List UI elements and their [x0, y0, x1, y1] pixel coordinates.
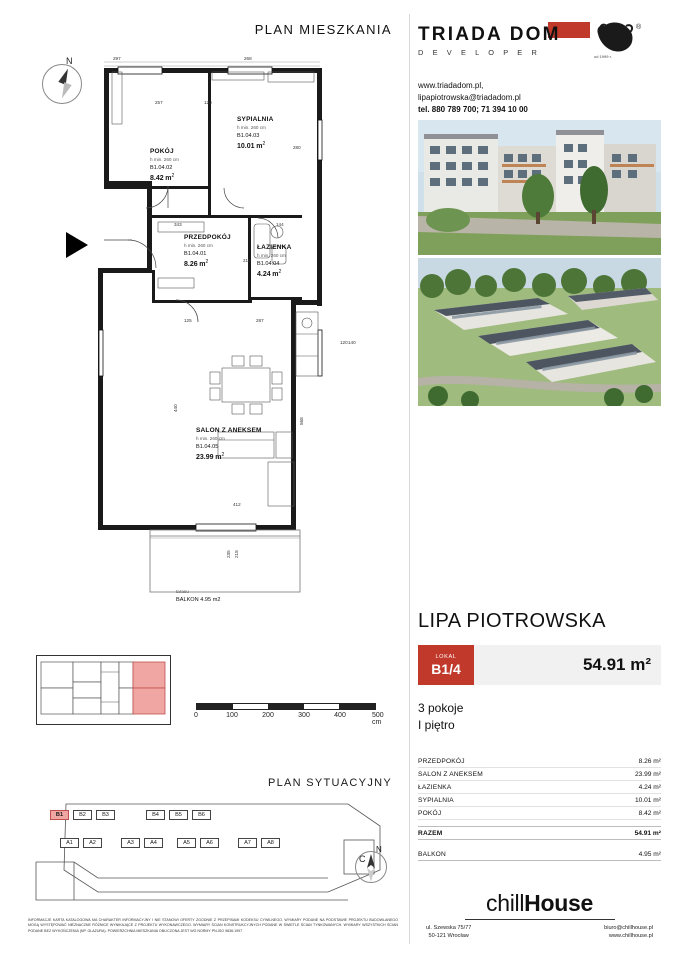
scale-tick: 400 — [334, 712, 346, 719]
site-unit-a4[interactable]: A4 — [144, 838, 163, 848]
logo-registered-mark: ® — [636, 24, 642, 31]
dimension-text: 568 — [299, 417, 304, 425]
area-value: 8.26 m² — [638, 758, 661, 765]
keyplan-diagram — [36, 655, 171, 725]
chillhouse-brand — [418, 890, 661, 917]
dimension-text: 120 — [204, 100, 212, 105]
dimension-text: 235 — [226, 550, 231, 558]
dimension-text: 440 — [173, 404, 178, 412]
dimension-text: 268 — [244, 56, 252, 61]
column-divider — [409, 14, 410, 944]
unit-badge-label: LOKAL — [435, 653, 457, 660]
footer-address-line1: ul. Szewska 75/77 — [426, 925, 472, 931]
site-unit-a3[interactable]: A3 — [121, 838, 140, 848]
site-plan — [28, 800, 398, 910]
scale-tick: 0 — [194, 712, 198, 719]
site-unit-b2[interactable]: B2 — [73, 810, 92, 820]
dimension-text: 120 — [340, 340, 348, 345]
area-name: SALON Z ANEKSEM — [418, 771, 483, 778]
room-label-salon: SALON Z ANEKSEM h min. 260 cm B1.04.05 23.99 $m^2$ — [196, 427, 262, 461]
site-unit-a6[interactable]: A6 — [200, 838, 219, 848]
floorplan-svg — [0, 0, 410, 620]
table-row-balcony — [418, 848, 661, 861]
logo-title: TRIADA DOM — [418, 24, 561, 45]
site-unit-b1[interactable]: B1 — [50, 810, 69, 820]
dimension-text: 144 — [276, 222, 284, 227]
dimension-text: 343 — [174, 222, 182, 227]
area-name: SYPIALNIA — [418, 797, 454, 804]
dimension-text: 257 — [155, 100, 163, 105]
unit-total-area: 54.91 m² — [582, 655, 651, 674]
disclaimer-text: INFORMACJE KARTA KATALOGOWA MA CHARAKTER INFORMACYJNY I NIE STANOWI OFERTY ZGODNIE Z PRZEPISAMI KODEKSU CYWILNEGO. WYMIARY PODANE NA PODSTAWIE PROJEKTU BUDOWLANEGO MOGĄ WYSTĘPOWAĆ NIEZNACZNE RÓŻNICE WYNIKAJĄCE Z PROJEKTU WYKONAWCZEGO. WYMIARY ŚCIAN KONSTRUKCYJNYCH PODANE W ŚWIETLE ŚCIAN TYNKOWANYCH. WYMIARY WSZYSTKICH ŚCIAN PODANE BEZ WYKOŃCZENIA (NP. GLAZURA). POWIERZCHNIA MIESZKANIA OBLICZONA JEST WG NORMY PN-ISO 9836:1997 — [28, 918, 398, 933]
contact-block — [418, 80, 528, 116]
site-unit-a8[interactable]: A8 — [261, 838, 280, 848]
dimension-text: 287 — [256, 318, 264, 323]
table-row — [418, 794, 661, 807]
site-unit-a1[interactable]: A1 — [60, 838, 79, 848]
project-name: LIPA PIOTROWSKA — [418, 610, 606, 632]
areas-table — [418, 755, 661, 861]
room-label-sypialnia: SYPIALNIA h min. 260 cm B1.04.03 10.01 $m^2$ — [237, 116, 274, 150]
dimension-text: 218 — [234, 550, 239, 558]
area-name: ŁAZIENKA — [418, 784, 452, 791]
room-label-pokoj: POKÓJ h min. 260 cm B1.04.02 8.42 $m^2$ — [150, 148, 179, 182]
unit-badge — [418, 645, 474, 685]
site-unit-b5[interactable]: B5 — [169, 810, 188, 820]
contact-phone: tel. 880 789 700; 71 394 10 00 — [418, 105, 528, 114]
scale-bar-segments — [196, 703, 376, 710]
floorplan-drawing — [0, 0, 410, 620]
siteplan-title: PLAN SYTUACYJNY — [267, 777, 392, 789]
area-value: 10.01 m² — [634, 797, 661, 804]
total-name: RAZEM — [418, 830, 443, 837]
dimension-text: 218 — [243, 258, 251, 263]
table-row — [418, 807, 661, 820]
area-value: 8.42 m² — [638, 810, 661, 817]
site-unit-a2[interactable]: A2 — [83, 838, 102, 848]
room-label-przedpokoj: PRZEDPOKÓJ h min. 260 cm B1.04.01 8.26 $m^2$ — [184, 234, 231, 268]
balcony-name: BALKON — [418, 851, 446, 858]
scale-tick: 100 — [226, 712, 238, 719]
render-photo-street — [418, 120, 661, 255]
site-unit-a7[interactable]: A7 — [238, 838, 257, 848]
table-row — [418, 768, 661, 781]
info-column — [418, 0, 679, 960]
contact-website[interactable]: www.triadadom.pl, — [418, 81, 484, 90]
unit-summary-bar — [418, 645, 661, 685]
svg-text:C: C — [359, 854, 366, 864]
dimension-text: 280 — [293, 145, 301, 150]
scale-tick: 500 cm — [371, 712, 384, 726]
unit-description — [418, 700, 463, 734]
keyplan-svg — [37, 656, 170, 724]
floor-level: I piętro — [418, 718, 455, 732]
dimension-text: 125 — [184, 318, 192, 323]
room-label-lazienka: ŁAZIENKA h min. 260 cm B1.04.04 4.24 $m^2$ — [257, 244, 292, 278]
footer-email[interactable]: biuro@chillhouse.pl — [604, 925, 653, 931]
footer-address-line2: 50-121 Wrocław — [428, 933, 469, 939]
unit-badge-value: B1/4 — [431, 660, 461, 677]
scale-bar-ticks — [194, 712, 384, 726]
area-name: POKÓJ — [418, 810, 442, 817]
table-row — [418, 781, 661, 794]
page-title: PLAN MIESZKANIA — [254, 22, 392, 37]
logo-established-text: od 1999 r. — [594, 54, 612, 59]
dimension-text: 297 — [113, 56, 121, 61]
dimension-text: 412 — [233, 502, 241, 507]
area-value: 4.24 m² — [638, 784, 661, 791]
site-compass-icon — [352, 845, 392, 888]
table-row-total — [418, 826, 661, 840]
area-name: PRZEDPOKÓJ — [418, 758, 465, 765]
render-photo-aerial — [418, 258, 661, 406]
scale-bar — [194, 703, 384, 726]
table-row — [418, 755, 661, 768]
chillhouse-underline — [465, 919, 615, 920]
balcony-value: 4.95 m² — [638, 851, 661, 858]
chillhouse-brand-part1: chill — [486, 890, 525, 916]
site-unit-b6[interactable]: B6 — [192, 810, 211, 820]
chillhouse-brand-part2: House — [524, 890, 593, 916]
dimension-text: 140 — [348, 340, 356, 345]
compass-north-label: N — [66, 56, 73, 66]
total-value: 54.91 m² — [634, 830, 661, 837]
site-compass-north-label: N — [376, 845, 382, 854]
logo-subtitle: D E V E L O P E R — [418, 48, 541, 57]
chillhouse-contact — [418, 924, 661, 940]
contact-email[interactable]: lipapiotrowska@triadadom.pl — [418, 93, 521, 102]
site-unit-b3[interactable]: B3 — [96, 810, 115, 820]
rooms-count: 3 pokoje — [418, 701, 464, 715]
chillhouse-footer — [418, 890, 661, 940]
scale-tick: 300 — [298, 712, 310, 719]
site-unit-b4[interactable]: B4 — [146, 810, 165, 820]
site-unit-a5[interactable]: A5 — [177, 838, 196, 848]
area-value: 23.99 m² — [634, 771, 661, 778]
footer-website[interactable]: www.chillhouse.pl — [608, 933, 653, 939]
scale-tick: 200 — [262, 712, 274, 719]
balcony-label: tarasu BALKON 4.95 m2 — [176, 589, 221, 603]
developer-logo — [418, 22, 661, 66]
